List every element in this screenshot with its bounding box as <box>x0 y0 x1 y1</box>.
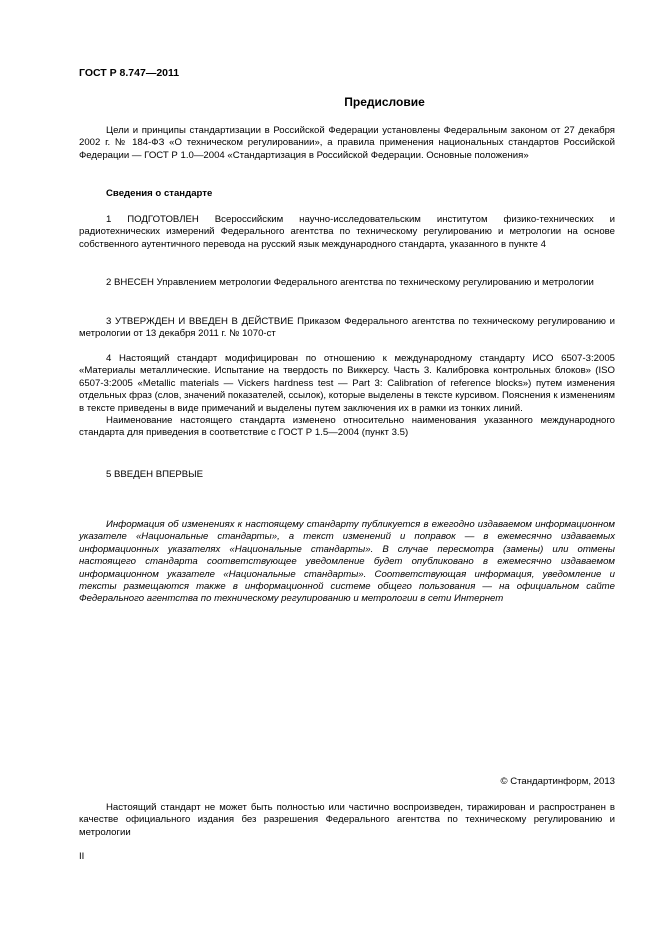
copyright: © Стандартинформ, 2013 <box>500 776 615 787</box>
page-title: Предисловие <box>344 95 425 109</box>
item-5: 5 ВВЕДЕН ВПЕРВЫЕ <box>106 469 204 480</box>
page-number: II <box>79 851 85 862</box>
section-subtitle: Сведения о стандарте <box>106 188 213 199</box>
item-2: 2 ВНЕСЕН Управлением метрологии Федерального агентства по техническому регулированию и метрологии <box>106 277 594 288</box>
copyright-notice: Настоящий стандарт не может быть полностью или частично воспроизведен, тиражирован и распространен в качестве официального издания без разрешения Федерального агентства по техническому регулированию и метрологии <box>79 802 615 838</box>
info-paragraph: Информация об изменениях к настоящему стандарту публикуется в ежегодно издаваемом информационном указателе «Национальные стандарты», а текст изменений и поправок — в ежемесячно издаваемых информационных указателях «Национальные стандарты». В случае пересмотра (замены) или отмены настоящего стандарта соответствующее уведомление будет опубликовано в ежемесячно издаваемом информационном указателе «Национальные стандарты». Соответствующая информация, уведомление и тексты размещаются также в информационной системе общего пользования — на официальном сайте Федерального агентства по техническому регулированию и метрологии в сети Интернет <box>79 519 615 605</box>
standard-code: ГОСТ Р 8.747—2011 <box>79 67 180 79</box>
item-3: 3 УТВЕРЖДЕН И ВВЕДЕН В ДЕЙСТВИЕ Приказом Федерального агентства по техническому регулированию и метрологии от 13 декабря 2011 г. № 1070-ст <box>79 316 615 340</box>
item-1: 1 ПОДГОТОВЛЕН Всероссийским научно-исследовательским институтом физико-технических и радиотехнических измерений Федерального агентства по техническому регулированию и метрологии на основе собственного аутентичного перевода на русский язык международного стандарта, указанного в пункте 4 <box>79 214 615 250</box>
intro-paragraph: Цели и принципы стандартизации в Российской Федерации установлены Федеральным законом от 27 декабря 2002 г. № 184-ФЗ «О техническом регулировании», а правила применения национальных стандартов Российской Федерации — ГОСТ Р 1.0—2004 «Стандартизация в Российской Федерации. Основные положения» <box>79 125 615 161</box>
item-4: 4 Настоящий стандарт модифицирован по отношению к международному стандарту ИСО 6507-3:2005 «Материалы металлические. Испытание на твердость по Виккерсу. Часть 3. Калибровка контрольных блоков» (ISO 6507-3:2005 «Metallic materials — Vickers hardness test — Part 3: Calibration of reference blocks») путем изменения отдельных фраз (слов, значений показателей, ссылок), которые выделены в тексте курсивом. Пояснения к изменениям в тексте приведены в виде примечаний и выделены путем заключения их в рамки из тонких линий. Наименование настоящего стандарта изменено относительно наименования указанного международного стандарта для приведения в соответствие с ГОСТ Р 1.5—2004 (пункт 3.5) <box>79 353 615 439</box>
